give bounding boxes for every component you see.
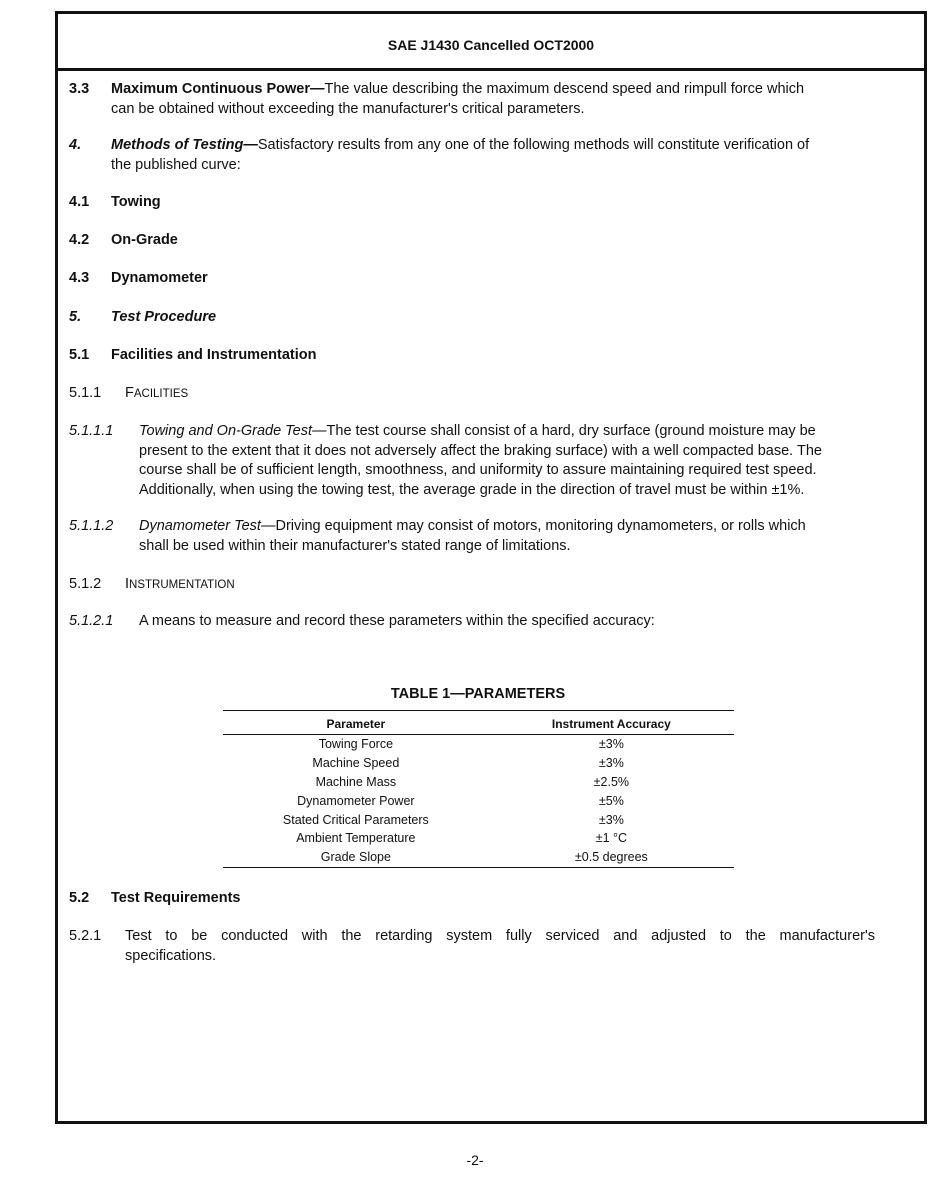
section-3-3-line1: The value describing the maximum descend speed and rimpull force which bbox=[324, 81, 805, 97]
parameters-table bbox=[223, 710, 734, 868]
section-5-1-2-title-rest: NSTRUMENTATION bbox=[129, 579, 235, 591]
section-3-3-number: 3.3 bbox=[69, 81, 90, 97]
section-5-1-1-title-rest: ACILITIES bbox=[133, 388, 189, 400]
section-5-number: 5. bbox=[69, 309, 82, 325]
table-cell-parameter: Machine Mass bbox=[315, 774, 397, 789]
section-4 bbox=[111, 136, 881, 175]
table-row bbox=[223, 773, 734, 792]
header-bar bbox=[58, 14, 924, 71]
table-row bbox=[223, 735, 734, 754]
section-5-title: Test Procedure bbox=[111, 309, 217, 325]
section-3-3 bbox=[111, 80, 881, 119]
table-header-row bbox=[223, 711, 734, 735]
section-5-2-1-number: 5.2.1 bbox=[69, 928, 102, 944]
section-5-1-2-title bbox=[125, 575, 235, 596]
section-4-2-number: 4.2 bbox=[69, 232, 90, 248]
section-5-2-1-line1: Test to be conducted with the retarding system fully serviced and adjusted to the manufacturer's bbox=[125, 928, 875, 944]
section-5-1-2-1-number: 5.1.2.1 bbox=[69, 613, 114, 629]
section-4-2-title: On-Grade bbox=[111, 232, 178, 248]
section-5-1-1-2-number: 5.1.1.2 bbox=[69, 518, 114, 534]
table-cell-accuracy: ±5% bbox=[598, 793, 624, 808]
table-row bbox=[223, 791, 734, 810]
table-cell-parameter: Ambient Temperature bbox=[296, 831, 416, 846]
section-5-1-1-1-line4: Additionally, when using the towing test, the average grade in the direction of travel must be within ±1%. bbox=[139, 481, 805, 498]
section-5-1-1-1-title: Towing and On-Grade Test— bbox=[139, 423, 327, 439]
section-4-number: 4. bbox=[69, 137, 82, 153]
table-row bbox=[223, 829, 734, 848]
section-5-1-1-1-line2: present to the extent that it does not adversely affect the braking surface) with a well compacted base. The bbox=[139, 442, 822, 459]
section-5-1-2-title-initial: I bbox=[125, 576, 130, 592]
section-5-1-2-number: 5.1.2 bbox=[69, 576, 102, 592]
table-cell-parameter: Towing Force bbox=[318, 737, 394, 752]
page-number: -2- bbox=[466, 1152, 484, 1168]
section-3-3-title: Maximum Continuous Power— bbox=[111, 81, 325, 97]
table-row bbox=[223, 848, 734, 867]
table-row bbox=[223, 810, 734, 829]
document-title: SAE J1430 Cancelled OCT2000 bbox=[387, 37, 595, 53]
table-cell-parameter: Machine Speed bbox=[312, 756, 400, 771]
section-5-1-1-number: 5.1.1 bbox=[69, 385, 102, 401]
section-4-3-title: Dynamometer bbox=[111, 270, 208, 286]
table-cell-accuracy: ±1 °C bbox=[595, 831, 628, 846]
section-5-1-1-title bbox=[125, 384, 188, 405]
section-4-1-title: Towing bbox=[111, 194, 161, 210]
section-4-1-number: 4.1 bbox=[69, 194, 90, 210]
section-5-1-1-title-initial: F bbox=[125, 385, 134, 401]
table-cell-parameter: Grade Slope bbox=[320, 850, 391, 865]
section-5-1-1-1-line1: The test course shall consist of a hard, dry surface (ground moisture may be bbox=[326, 423, 816, 439]
section-5-1-1-2-line1: Driving equipment may consist of motors, monitoring dynamometers, or rolls which bbox=[275, 518, 806, 534]
table-title: TABLE 1—PARAMETERS bbox=[390, 686, 566, 702]
section-5-2-title: Test Requirements bbox=[111, 890, 241, 906]
section-5-2-1 bbox=[125, 927, 875, 966]
section-4-line1: Satisfactory results from any one of the following methods will constitute verification of bbox=[257, 137, 810, 153]
section-4-3-number: 4.3 bbox=[69, 270, 90, 286]
table-cell-parameter: Stated Critical Parameters bbox=[282, 812, 429, 827]
table-header-accuracy: Instrument Accuracy bbox=[551, 717, 671, 731]
table-cell-accuracy: ±2.5% bbox=[593, 774, 630, 789]
section-5-2-1-line2: specifications. bbox=[125, 947, 217, 964]
section-4-title: Methods of Testing— bbox=[111, 137, 258, 153]
section-5-2-number: 5.2 bbox=[69, 890, 90, 906]
table-cell-accuracy: ±3% bbox=[598, 737, 624, 752]
section-5-1-1-1-number: 5.1.1.1 bbox=[69, 423, 114, 439]
section-3-3-line2: can be obtained without exceeding the manufacturer's critical parameters. bbox=[111, 100, 585, 117]
table-cell-accuracy: ±3% bbox=[598, 756, 624, 771]
table-row bbox=[223, 754, 734, 773]
section-5-1-1-2-title: Dynamometer Test— bbox=[139, 518, 276, 534]
section-5-1-1-2 bbox=[139, 517, 884, 556]
table-cell-accuracy: ±0.5 degrees bbox=[574, 850, 648, 865]
table-header-parameter: Parameter bbox=[326, 717, 386, 731]
section-5-1-2-1-text: A means to measure and record these parameters within the specified accuracy: bbox=[139, 613, 655, 629]
section-5-1-title: Facilities and Instrumentation bbox=[111, 347, 317, 363]
table-cell-accuracy: ±3% bbox=[598, 812, 624, 827]
section-5-1-1-1-line3: course shall be of sufficient length, smoothness, and uniformity to assure maintaining required test speed. bbox=[139, 462, 817, 478]
table-cell-parameter: Dynamometer Power bbox=[297, 793, 415, 808]
section-5-1-1-2-line2: shall be used within their manufacturer's stated range of limitations. bbox=[139, 537, 571, 554]
section-4-line2: the published curve: bbox=[111, 156, 241, 173]
section-5-1-number: 5.1 bbox=[69, 347, 90, 363]
section-5-1-1-1 bbox=[139, 422, 884, 500]
